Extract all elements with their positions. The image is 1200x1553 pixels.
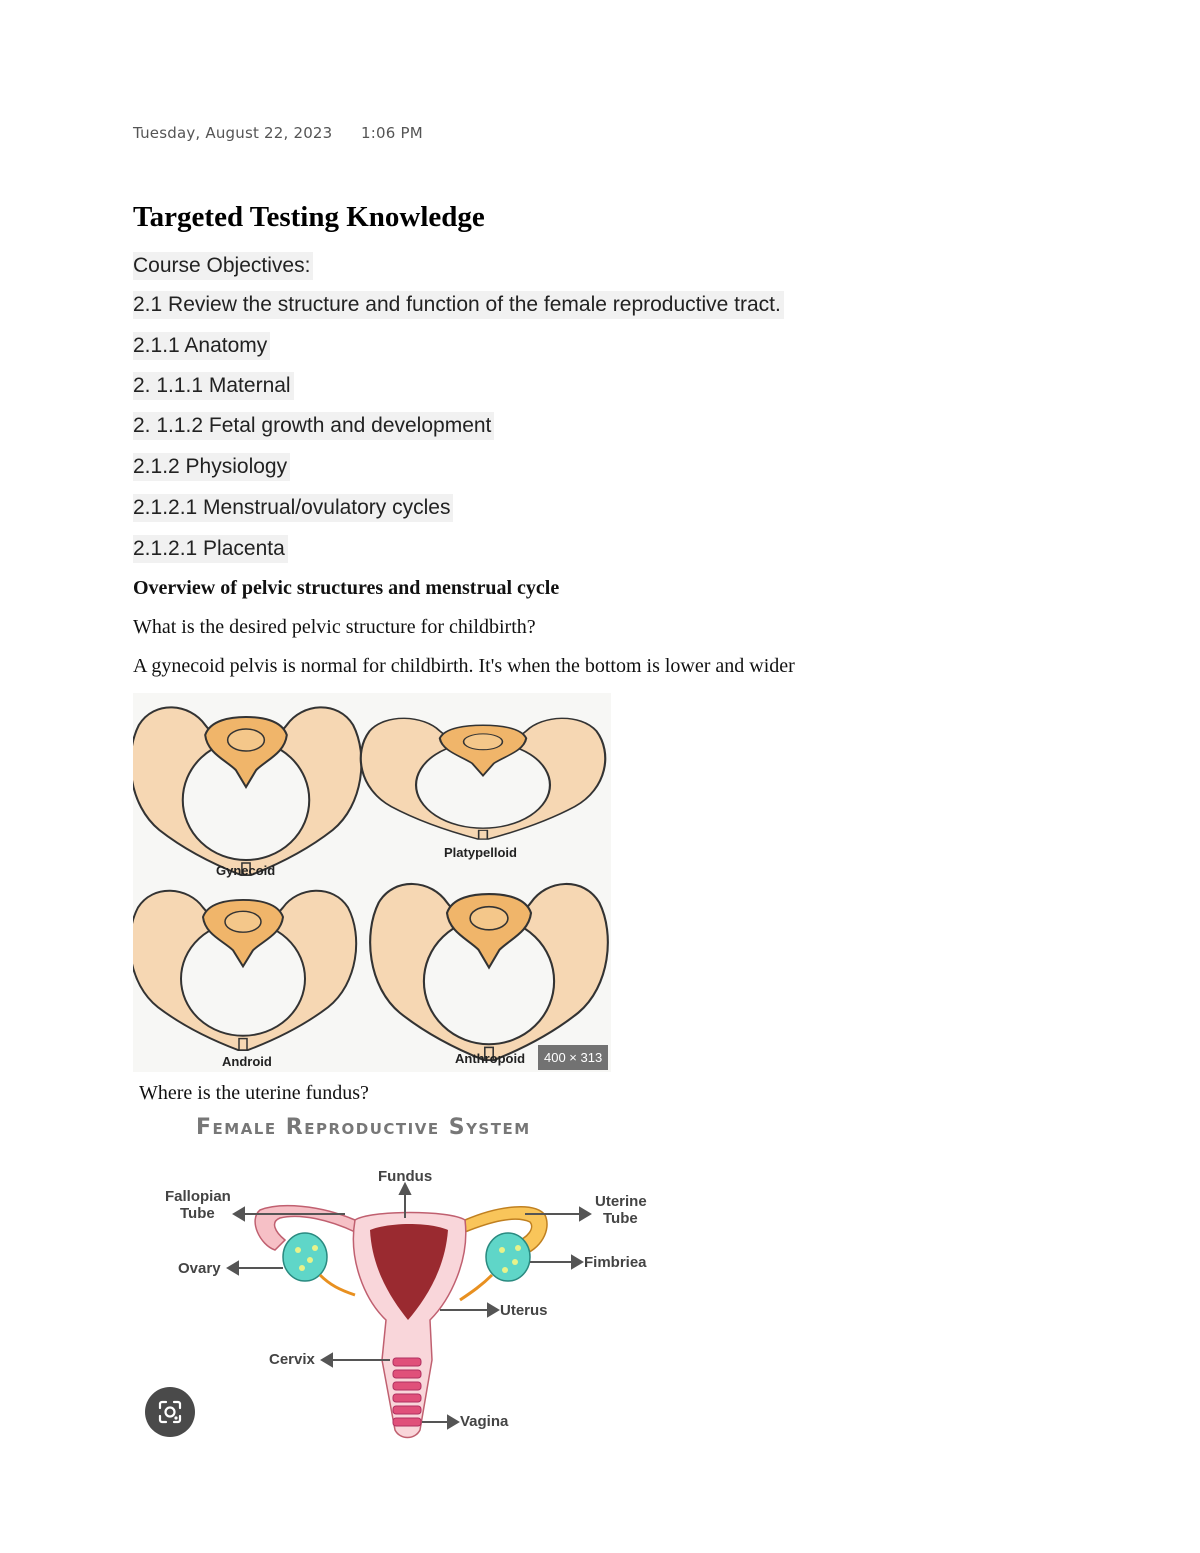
objective-line: Course Objectives: <box>133 252 313 280</box>
lens-search-button[interactable] <box>145 1387 195 1437</box>
question-text: Where is the uterine fundus? <box>139 1082 369 1104</box>
pelvis-label-gynecoid: Gynecoid <box>216 863 276 878</box>
note-time: 1:06 PM <box>361 124 423 142</box>
label-cervix: Cervix <box>269 1351 315 1368</box>
objective-line: 2.1.2 Physiology <box>133 453 290 481</box>
objective-line: 2. 1.1.1 Maternal <box>133 372 294 400</box>
label-uterine-tube: Tube <box>603 1210 638 1227</box>
question-text: What is the desired pelvic structure for childbirth? <box>133 616 536 638</box>
section-heading: Overview of pelvic structures and menstrual cycle <box>133 577 560 599</box>
note-date: Tuesday, August 22, 2023 <box>133 124 333 142</box>
answer-text: A gynecoid pelvis is normal for childbirth. It's when the bottom is lower and wider <box>133 655 795 677</box>
label-vagina: Vagina <box>460 1413 509 1430</box>
figure-title: Female Reproductive System <box>196 1115 531 1140</box>
objective-line: 2.1 Review the structure and function of the female reproductive tract. <box>133 291 784 319</box>
objective-line: 2. 1.1.2 Fetal growth and development <box>133 412 494 440</box>
google-lens-icon <box>157 1399 183 1425</box>
pelvis-label-anthropoid: Anthropoid <box>455 1051 526 1066</box>
page-title: Targeted Testing Knowledge <box>133 201 485 233</box>
pelvis-illustration <box>133 693 611 1072</box>
objective-line: 2.1.2.1 Menstrual/ovulatory cycles <box>133 494 453 522</box>
objective-line: 2.1.2.1 Placenta <box>133 535 288 563</box>
objective-line: 2.1.1 Anatomy <box>133 332 270 360</box>
image-size-badge: 400 × 313 <box>538 1045 608 1070</box>
label-fallopian: Fallopian <box>165 1188 231 1205</box>
label-fundus: Fundus <box>378 1168 433 1185</box>
pelvis-types-image[interactable] <box>133 693 611 1072</box>
reproductive-system-image[interactable] <box>150 1110 670 1450</box>
label-fallopian-tube: Tube <box>180 1205 215 1222</box>
pelvis-label-platypelloid: Platypelloid <box>444 845 517 860</box>
label-uterus: Uterus <box>500 1302 548 1319</box>
label-ovary: Ovary <box>178 1260 221 1277</box>
label-uterine: Uterine <box>595 1193 647 1210</box>
reproductive-illustration <box>150 1110 670 1450</box>
label-fimbriea: Fimbriea <box>584 1254 647 1271</box>
pelvis-label-android: Android <box>222 1054 272 1069</box>
